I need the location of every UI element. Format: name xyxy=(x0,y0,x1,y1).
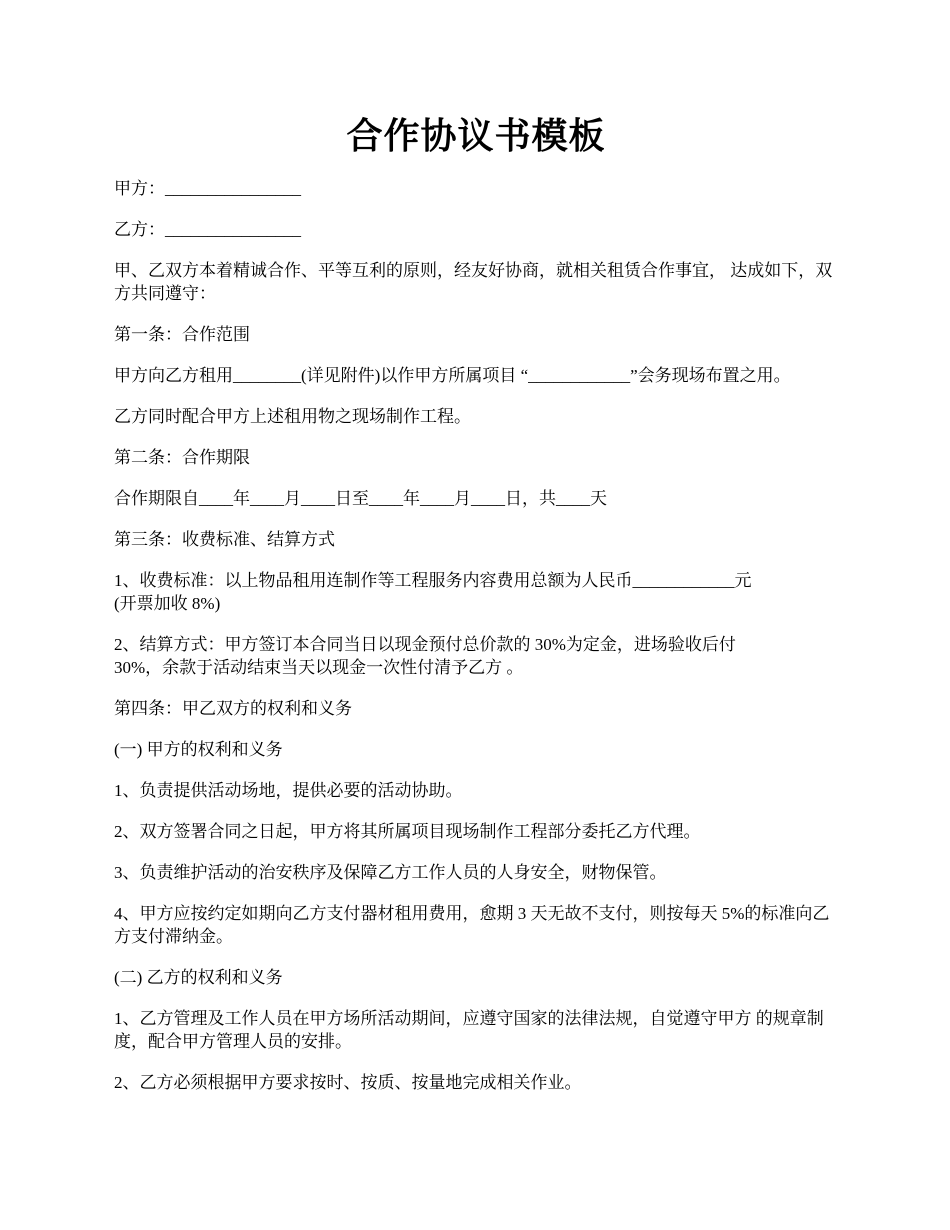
article-3-paragraph: 2、结算方式：甲方签订本合同当日以现金预付总价款的 30%为定金，进场验收后付 30%，余款于活动结束当天以现金一次性付清予乙方 。 xyxy=(114,635,736,677)
list-item: 1、负责提供活动场地，提供必要的活动协助。 xyxy=(114,781,463,800)
preamble-paragraph: 甲、乙双方本着精诚合作、平等互利的原则，经友好协商，就相关租赁合作事宜， 达成如下，双方共同遵守： xyxy=(114,261,833,303)
party-a-line: 甲方：________________ xyxy=(114,179,301,198)
party-a-duties-heading: (一) 甲方的权利和义务 xyxy=(114,740,283,759)
document-title: 合作协议书模板 xyxy=(346,116,606,156)
article-2-heading: 第二条：合作期限 xyxy=(114,448,250,467)
list-item: 1、乙方管理及工作人员在甲方场所活动期间，应遵守国家的法律法规，自觉遵守甲方 的规章制度，配合甲方管理人员的安排。 xyxy=(114,1009,824,1051)
article-3-paragraph: 1、收费标准：以上物品租用连制作等工程服务内容费用总额为人民币____________元 (开票加收 8%) xyxy=(114,571,752,613)
article-1-paragraph: 甲方向乙方租用________(详见附件)以作甲方所属项目 “____________”会务现场布置之用。 xyxy=(114,366,791,385)
list-item: 2、双方签署合同之日起，甲方将其所属项目现场制作工程部分委托乙方代理。 xyxy=(114,822,701,841)
list-item: 3、负责维护活动的治安秩序及保障乙方工作人员的人身安全，财物保管。 xyxy=(114,863,667,882)
article-3-heading: 第三条：收费标准、结算方式 xyxy=(114,530,335,549)
article-2-paragraph: 合作期限自____年____月____日至____年____月____日，共____天 xyxy=(114,489,607,508)
article-4-heading: 第四条：甲乙双方的权利和义务 xyxy=(114,699,352,718)
list-item: 4、甲方应按约定如期向乙方支付器材租用费用，愈期 3 天无故不支付，则按每天 5%的标准向乙方支付滞纳金。 xyxy=(114,904,830,946)
party-b-duties-heading: (二) 乙方的权利和义务 xyxy=(114,968,283,987)
article-1-paragraph: 乙方同时配合甲方上述租用物之现场制作工程。 xyxy=(114,407,471,426)
article-1-heading: 第一条：合作范围 xyxy=(114,325,250,344)
party-b-line: 乙方：________________ xyxy=(114,220,301,239)
list-item: 2、乙方必须根据甲方要求按时、按质、按量地完成相关作业。 xyxy=(114,1073,582,1092)
